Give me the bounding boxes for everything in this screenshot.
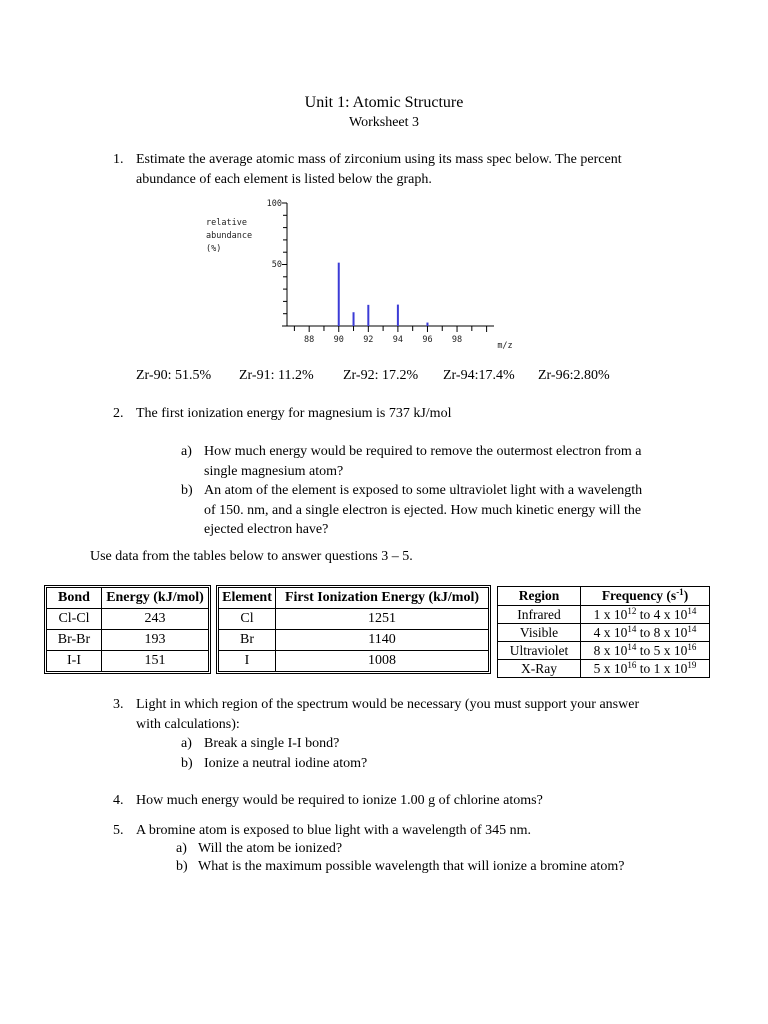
frequency-header-close: ) — [683, 588, 689, 603]
ionization-energy-header: First Ionization Energy (kJ/mol) — [276, 588, 489, 609]
x-axis-tick-labels — [304, 335, 462, 345]
question-5-text: A bromine atom is exposed to blue light with a wavelength of 345 nm. — [136, 823, 532, 838]
y-tick-label-50: 50 — [271, 260, 282, 270]
page-title: Unit 1: Atomic Structure — [304, 94, 464, 111]
energy-cell: 193 — [102, 630, 209, 651]
abundance-zr-91: Zr-91: 11.2% — [239, 368, 314, 383]
frequency-exponent-2: 14 — [687, 624, 697, 634]
question-2b-line1: An atom of the element is exposed to some ultraviolet light with a wavelength — [204, 483, 643, 498]
element-cell: I — [219, 651, 276, 672]
energy-header: Energy (kJ/mol) — [102, 588, 209, 609]
question-2a-line2: single magnesium atom? — [204, 463, 344, 479]
element-cell: Cl — [219, 609, 276, 630]
x-tick-label-92: 92 — [363, 335, 374, 345]
question-1-number: 1. — [113, 152, 124, 167]
x-tick-label-96: 96 — [422, 335, 433, 345]
frequency-cell — [581, 642, 710, 660]
x-tick-label-94: 94 — [392, 335, 404, 345]
question-5a-label: a) — [176, 840, 187, 856]
frequency-header-text: Frequency (s — [601, 588, 677, 603]
frequency-cell — [581, 606, 710, 624]
x-axis-ticks — [294, 326, 486, 332]
region-cell: Ultraviolet — [498, 642, 581, 660]
question-2a-line1: How much energy would be required to remove the outermost electron from a — [204, 444, 642, 459]
region-frequency-table-frame — [497, 586, 710, 678]
question-3b-text: Ionize a neutral iodine atom? — [204, 755, 368, 771]
x-tick-label-90: 90 — [333, 335, 344, 345]
frequency-exponent-1: 12 — [627, 606, 637, 616]
frequency-exponent-1: 14 — [627, 624, 637, 634]
ionization-energy-cell: 1251 — [276, 609, 489, 630]
frequency-exponent-2: 16 — [687, 642, 697, 652]
frequency-header-exponent: -1 — [676, 587, 684, 597]
region-cell: Visible — [498, 624, 581, 642]
x-axis-label: m/z — [497, 341, 513, 351]
table-row — [47, 630, 209, 651]
table-row — [219, 651, 489, 672]
question-3-number: 3. — [113, 697, 124, 712]
table-row — [498, 660, 710, 678]
table-row — [498, 624, 710, 642]
energy-cell: 151 — [102, 651, 209, 672]
question-3a-label: a) — [181, 736, 192, 751]
frequency-mantissa-2: to 4 x 10 — [636, 607, 688, 622]
abundance-zr-96: Zr-96:2.80% — [538, 368, 610, 383]
y-tick-label-100: 100 — [266, 199, 282, 209]
table-header-row — [219, 588, 489, 609]
frequency-cell — [581, 624, 710, 642]
frequency-cell — [581, 660, 710, 678]
page-subtitle: Worksheet 3 — [348, 115, 420, 130]
question-3-line2: with calculations): — [136, 716, 240, 732]
table-row — [219, 609, 489, 630]
question-2b-label: b) — [181, 483, 193, 498]
mass-spectrum-chart — [200, 195, 520, 355]
bond-energy-table-frame — [44, 585, 211, 674]
frequency-mantissa-1: 8 x 10 — [593, 643, 628, 658]
frequency-header — [581, 587, 710, 606]
question-1-text-line1: Estimate the average atomic mass of zirconium using its mass spec below. The percent — [136, 152, 622, 167]
x-tick-label-88: 88 — [304, 335, 315, 345]
frequency-exponent-2: 19 — [687, 660, 697, 670]
energy-cell: 243 — [102, 609, 209, 630]
abundance-zr-92: Zr-92: 17.2% — [343, 368, 419, 383]
bond-energy-table — [46, 587, 209, 672]
question-2-text: The first ionization energy for magnesium is 737 kJ/mol — [136, 406, 452, 421]
bond-cell: Cl-Cl — [47, 609, 102, 630]
frequency-exponent-1: 16 — [627, 660, 637, 670]
region-cell: X-Ray — [498, 660, 581, 678]
question-3-line1: Light in which region of the spectrum would be necessary (you must support your answer — [136, 697, 640, 712]
region-cell: Infrared — [498, 606, 581, 624]
question-5a-text: Will the atom be ionized? — [198, 840, 343, 856]
abundance-zr-90: Zr-90: 51.5% — [136, 368, 212, 383]
question-5-number: 5. — [113, 823, 124, 838]
abundance-zr-94: Zr-94:17.4% — [443, 368, 515, 383]
region-frequency-table — [497, 586, 710, 678]
frequency-mantissa-2: to 1 x 10 — [636, 661, 688, 676]
frequency-mantissa-1: 1 x 10 — [593, 607, 628, 622]
y-axis-minor-ticks — [282, 203, 287, 326]
ionization-energy-cell: 1008 — [276, 651, 489, 672]
question-2-number: 2. — [113, 406, 124, 421]
table-header-row — [47, 588, 209, 609]
ionization-energy-table-frame — [216, 585, 491, 674]
region-header: Region — [498, 587, 581, 606]
question-1-text-line2: abundance of each element is listed below the graph. — [136, 171, 432, 187]
element-cell: Br — [219, 630, 276, 651]
element-header: Element — [219, 588, 276, 609]
table-row — [47, 609, 209, 630]
question-2b-line3: ejected electron have? — [204, 522, 329, 537]
question-4-number: 4. — [113, 793, 124, 808]
y-axis-label-line2: abundance — [206, 231, 253, 241]
frequency-mantissa-2: to 8 x 10 — [636, 625, 688, 640]
y-axis-label-line1: relative — [206, 218, 247, 228]
question-3b-label: b) — [181, 755, 193, 771]
frequency-exponent-2: 14 — [687, 606, 697, 616]
question-5b-text: What is the maximum possible wavelength that will ionize a bromine atom? — [198, 858, 625, 874]
bond-header: Bond — [47, 588, 102, 609]
y-axis-label-line3: (%) — [206, 244, 222, 254]
question-2b-line2: of 150. nm, and a single electron is ejected. How much kinetic energy will the — [204, 502, 642, 518]
chart-bars — [339, 263, 428, 326]
table-row — [47, 651, 209, 672]
table-header-row — [498, 587, 710, 606]
table-row — [498, 606, 710, 624]
ionization-energy-table — [218, 587, 489, 672]
frequency-mantissa-2: to 5 x 10 — [636, 643, 688, 658]
frequency-mantissa-1: 4 x 10 — [593, 625, 628, 640]
tables-instructions: Use data from the tables below to answer questions 3 – 5. — [90, 549, 413, 564]
frequency-mantissa-1: 5 x 10 — [593, 661, 628, 676]
question-2a-label: a) — [181, 444, 192, 459]
frequency-exponent-1: 14 — [627, 642, 637, 652]
table-row — [219, 630, 489, 651]
question-3a-text: Break a single I-I bond? — [204, 736, 340, 751]
y-axis-label — [206, 218, 252, 254]
question-5b-label: b) — [176, 858, 188, 874]
question-4-text: How much energy would be required to ionize 1.00 g of chlorine atoms? — [136, 793, 543, 808]
bond-cell: I-I — [47, 651, 102, 672]
table-row — [498, 642, 710, 660]
ionization-energy-cell: 1140 — [276, 630, 489, 651]
x-tick-label-98: 98 — [451, 335, 463, 345]
bond-cell: Br-Br — [47, 630, 102, 651]
